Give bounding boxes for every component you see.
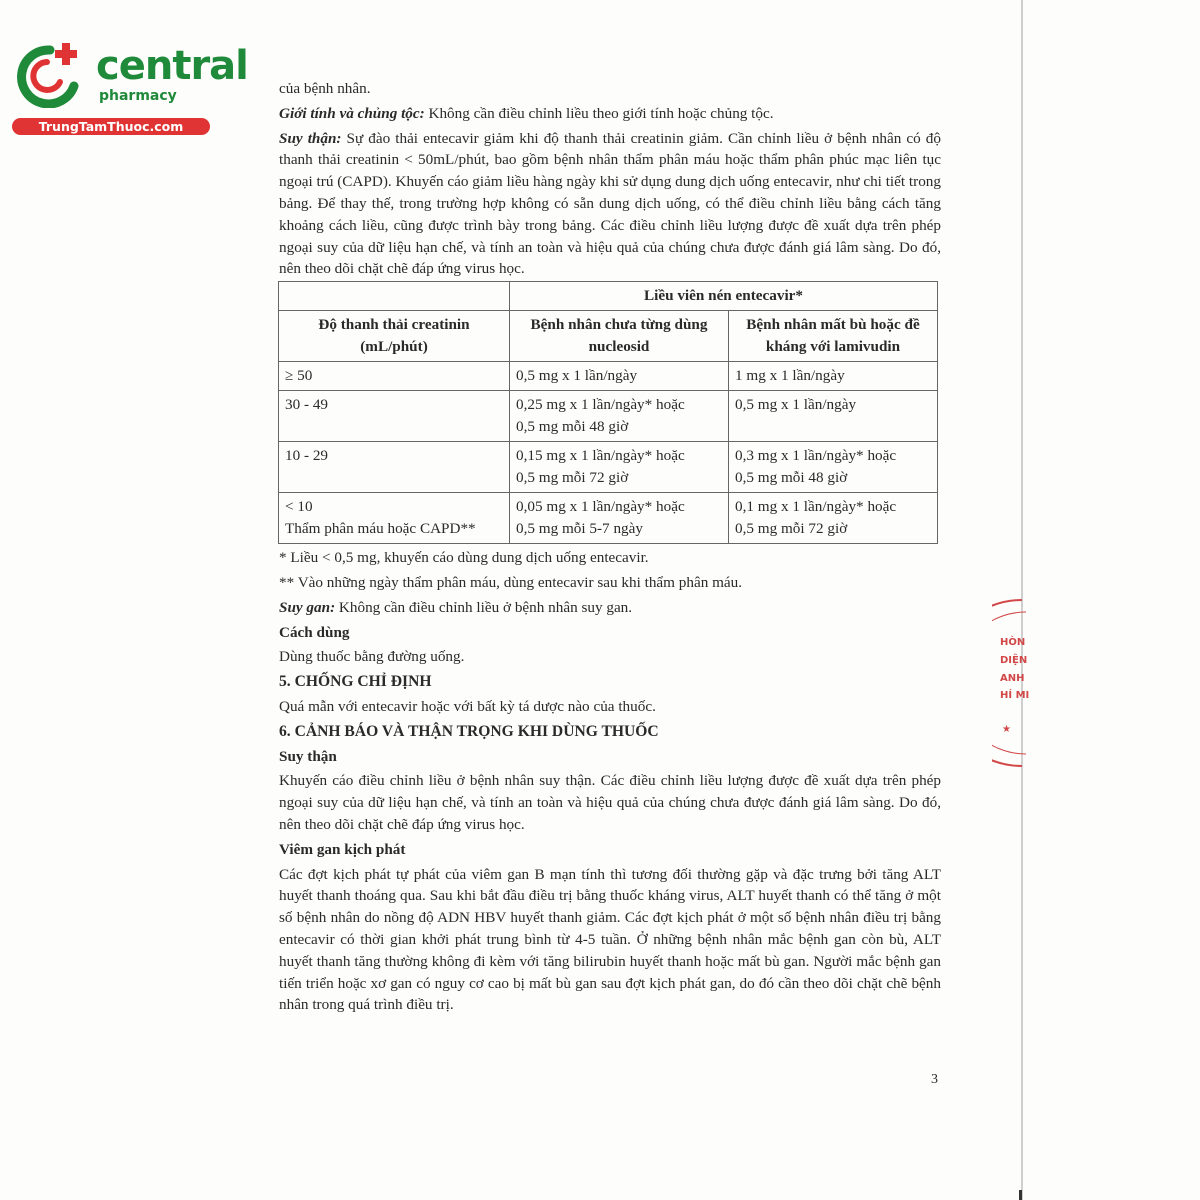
table-header-row [279, 282, 938, 311]
section-5-heading: 5. CHỐNG CHỈ ĐỊNH [279, 673, 432, 691]
gender-text: Không cần điều chỉnh liều theo giới tính hoặc chủng tộc. [424, 104, 774, 122]
table-row [279, 391, 938, 442]
usage-heading: Cách dùng [279, 623, 350, 641]
table-cell: 0,15 mg x 1 lần/ngày* hoặc 0,5 mg mỗi 72 giờ [510, 442, 729, 493]
stamp-text-1: HÒN [1000, 637, 1026, 648]
dose-table [278, 281, 938, 544]
renal-label: Suy thận: [279, 129, 342, 147]
table-cell: 0,1 mg x 1 lần/ngày* hoặc 0,5 mg mỗi 72 giờ [729, 493, 938, 544]
table-row [279, 493, 938, 544]
gender-paragraph [279, 103, 941, 125]
pharmacy-logo [10, 38, 248, 138]
table-header-creatinine: Độ thanh thải creatinin (mL/phút) [279, 311, 510, 362]
renal-warning-text: Khuyến cáo điều chỉnh liều ở bệnh nhân suy thận. Các điều chỉnh liều lượng được đề xuất dựa trên phép ngoại suy của dữ liệu hạn chế, và tính an toàn và hiệu quả của chúng chưa được đánh giá lâm sàng. Do đó, nên theo dõi chặt chẽ đáp ứng virus học. [279, 772, 941, 833]
liver-text: Không cần điều chỉnh liều ở bệnh nhân suy gan. [335, 598, 633, 616]
usage-text: Dùng thuốc bằng đường uống. [279, 648, 465, 666]
paragraph-continuation: của bệnh nhân. [279, 80, 371, 97]
table-cell: 0,5 mg x 1 lần/ngày [510, 362, 729, 391]
logo-subtitle: pharmacy [99, 88, 177, 104]
page-edge-mark [1019, 1190, 1022, 1200]
liver-label: Suy gan: [279, 598, 336, 616]
document-body [279, 78, 941, 1016]
table-cell: 0,3 mg x 1 lần/ngày* hoặc 0,5 mg mỗi 48 giờ [729, 442, 938, 493]
table-cell: ≥ 50 [279, 362, 510, 391]
table-row [279, 362, 938, 391]
table-empty-header-cell [279, 282, 510, 311]
logo-name: central [96, 43, 248, 89]
table-cell: 0,5 mg x 1 lần/ngày [729, 391, 938, 442]
table-footnote-2: ** Vào những ngày thẩm phân máu, dùng entecavir sau khi thẩm phân máu. [279, 573, 743, 591]
section-6-heading: 6. CẢNH BÁO VÀ THẬN TRỌNG KHI DÙNG THUỐC [279, 722, 659, 740]
central-pharmacy-logo-icon [10, 38, 90, 108]
table-cell: 30 - 49 [279, 391, 510, 442]
table-header-row [279, 311, 938, 362]
table-header-naive: Bệnh nhân chưa từng dùng nucleosid [510, 311, 729, 362]
table-cell: < 10 Thẩm phân máu hoặc CAPD** [279, 493, 510, 544]
renal-text: Sự đào thải entecavir giảm khi độ thanh thải creatinin giảm. Cần chỉnh liều ở bệnh nhân có độ thanh thải creatinin < 50mL/phút, bao gồm bệnh nhân thẩm phân máu hoặc thẩm phân phúc mạc liên tục ngoại trú (CAPD). Khuyến cáo giảm liều hàng ngày khi sử dụng dung dịch uống entecavir, như chi tiết trong bảng. Để thay thế, trong trường hợp không có sẵn dung dịch uống, có thể điều chỉnh liều bằng cách tăng khoảng cách liều, cũng được trình bày trong bảng. Các điều chỉnh liều lượng được đề xuất dựa trên phép ngoại suy của dữ liệu hạn chế, và tính an toàn và hiệu quả của chúng chưa được đánh giá lâm sàng. Do đó, nên theo dõi chặt chẽ đáp ứng virus học. [279, 129, 941, 278]
table-cell: 10 - 29 [279, 442, 510, 493]
section-5-text: Quá mẫn với entecavir hoặc với bất kỳ tá dược nào của thuốc. [279, 697, 656, 715]
table-cell: 0,05 mg x 1 lần/ngày* hoặc 0,5 mg mỗi 5-7 ngày [510, 493, 729, 544]
flare-heading: Viêm gan kịch phát [279, 840, 406, 858]
table-header-decompensated: Bệnh nhân mất bù hoặc đề kháng với lamivudin [729, 311, 938, 362]
stamp-text-4: HÍ MI [1000, 690, 1030, 701]
table-footnote-1: * Liều < 0,5 mg, khuyến cáo dùng dung dịch uống entecavir. [279, 549, 649, 567]
renal-warning-heading: Suy thận [279, 747, 337, 765]
table-cell: 1 mg x 1 lần/ngày [729, 362, 938, 391]
table-group-header: Liều viên nén entecavir* [510, 282, 938, 311]
stamp-text-3: ANH [1000, 673, 1025, 684]
table-row [279, 442, 938, 493]
table-cell: 0,25 mg x 1 lần/ngày* hoặc 0,5 mg mỗi 48 giờ [510, 391, 729, 442]
gender-label: Giới tính và chủng tộc: [279, 104, 425, 122]
liver-paragraph [279, 597, 941, 619]
renal-paragraph [279, 128, 941, 281]
stamp-star-icon: ★ [1002, 724, 1011, 735]
logo-url-link[interactable]: TrungTamThuoc.com [12, 118, 210, 135]
page-number: 3 [931, 1072, 938, 1087]
flare-text: Các đợt kịch phát tự phát của viêm gan B mạn tính thì tương đối thường gặp và đặc trưng bởi tăng ALT huyết thanh thoáng qua. Sau khi bắt đầu điều trị bằng thuốc kháng virus, ALT huyết thanh có thể tăng ở một số bệnh nhân do nồng độ ADN HBV huyết thanh giảm. Các đợt kịch phát ở một số bệnh nhân điều trị bằng entecavir có thời gian khởi phát trung bình từ 4-5 tuần. Ở những bệnh nhân mắc bệnh gan còn bù, ALT huyết thanh tăng thường không đi kèm với tăng bilirubin huyết thanh hoặc mất bù gan. Người mắc bệnh gan tiến triển hoặc xơ gan có nguy cơ cao bị mất bù gan sau đợt kịch phát gan, do đó cần theo dõi chặt chẽ bệnh nhân trong quá trình điều trị. [279, 865, 941, 1014]
stamp-text-2: DIỆN [1000, 655, 1028, 666]
